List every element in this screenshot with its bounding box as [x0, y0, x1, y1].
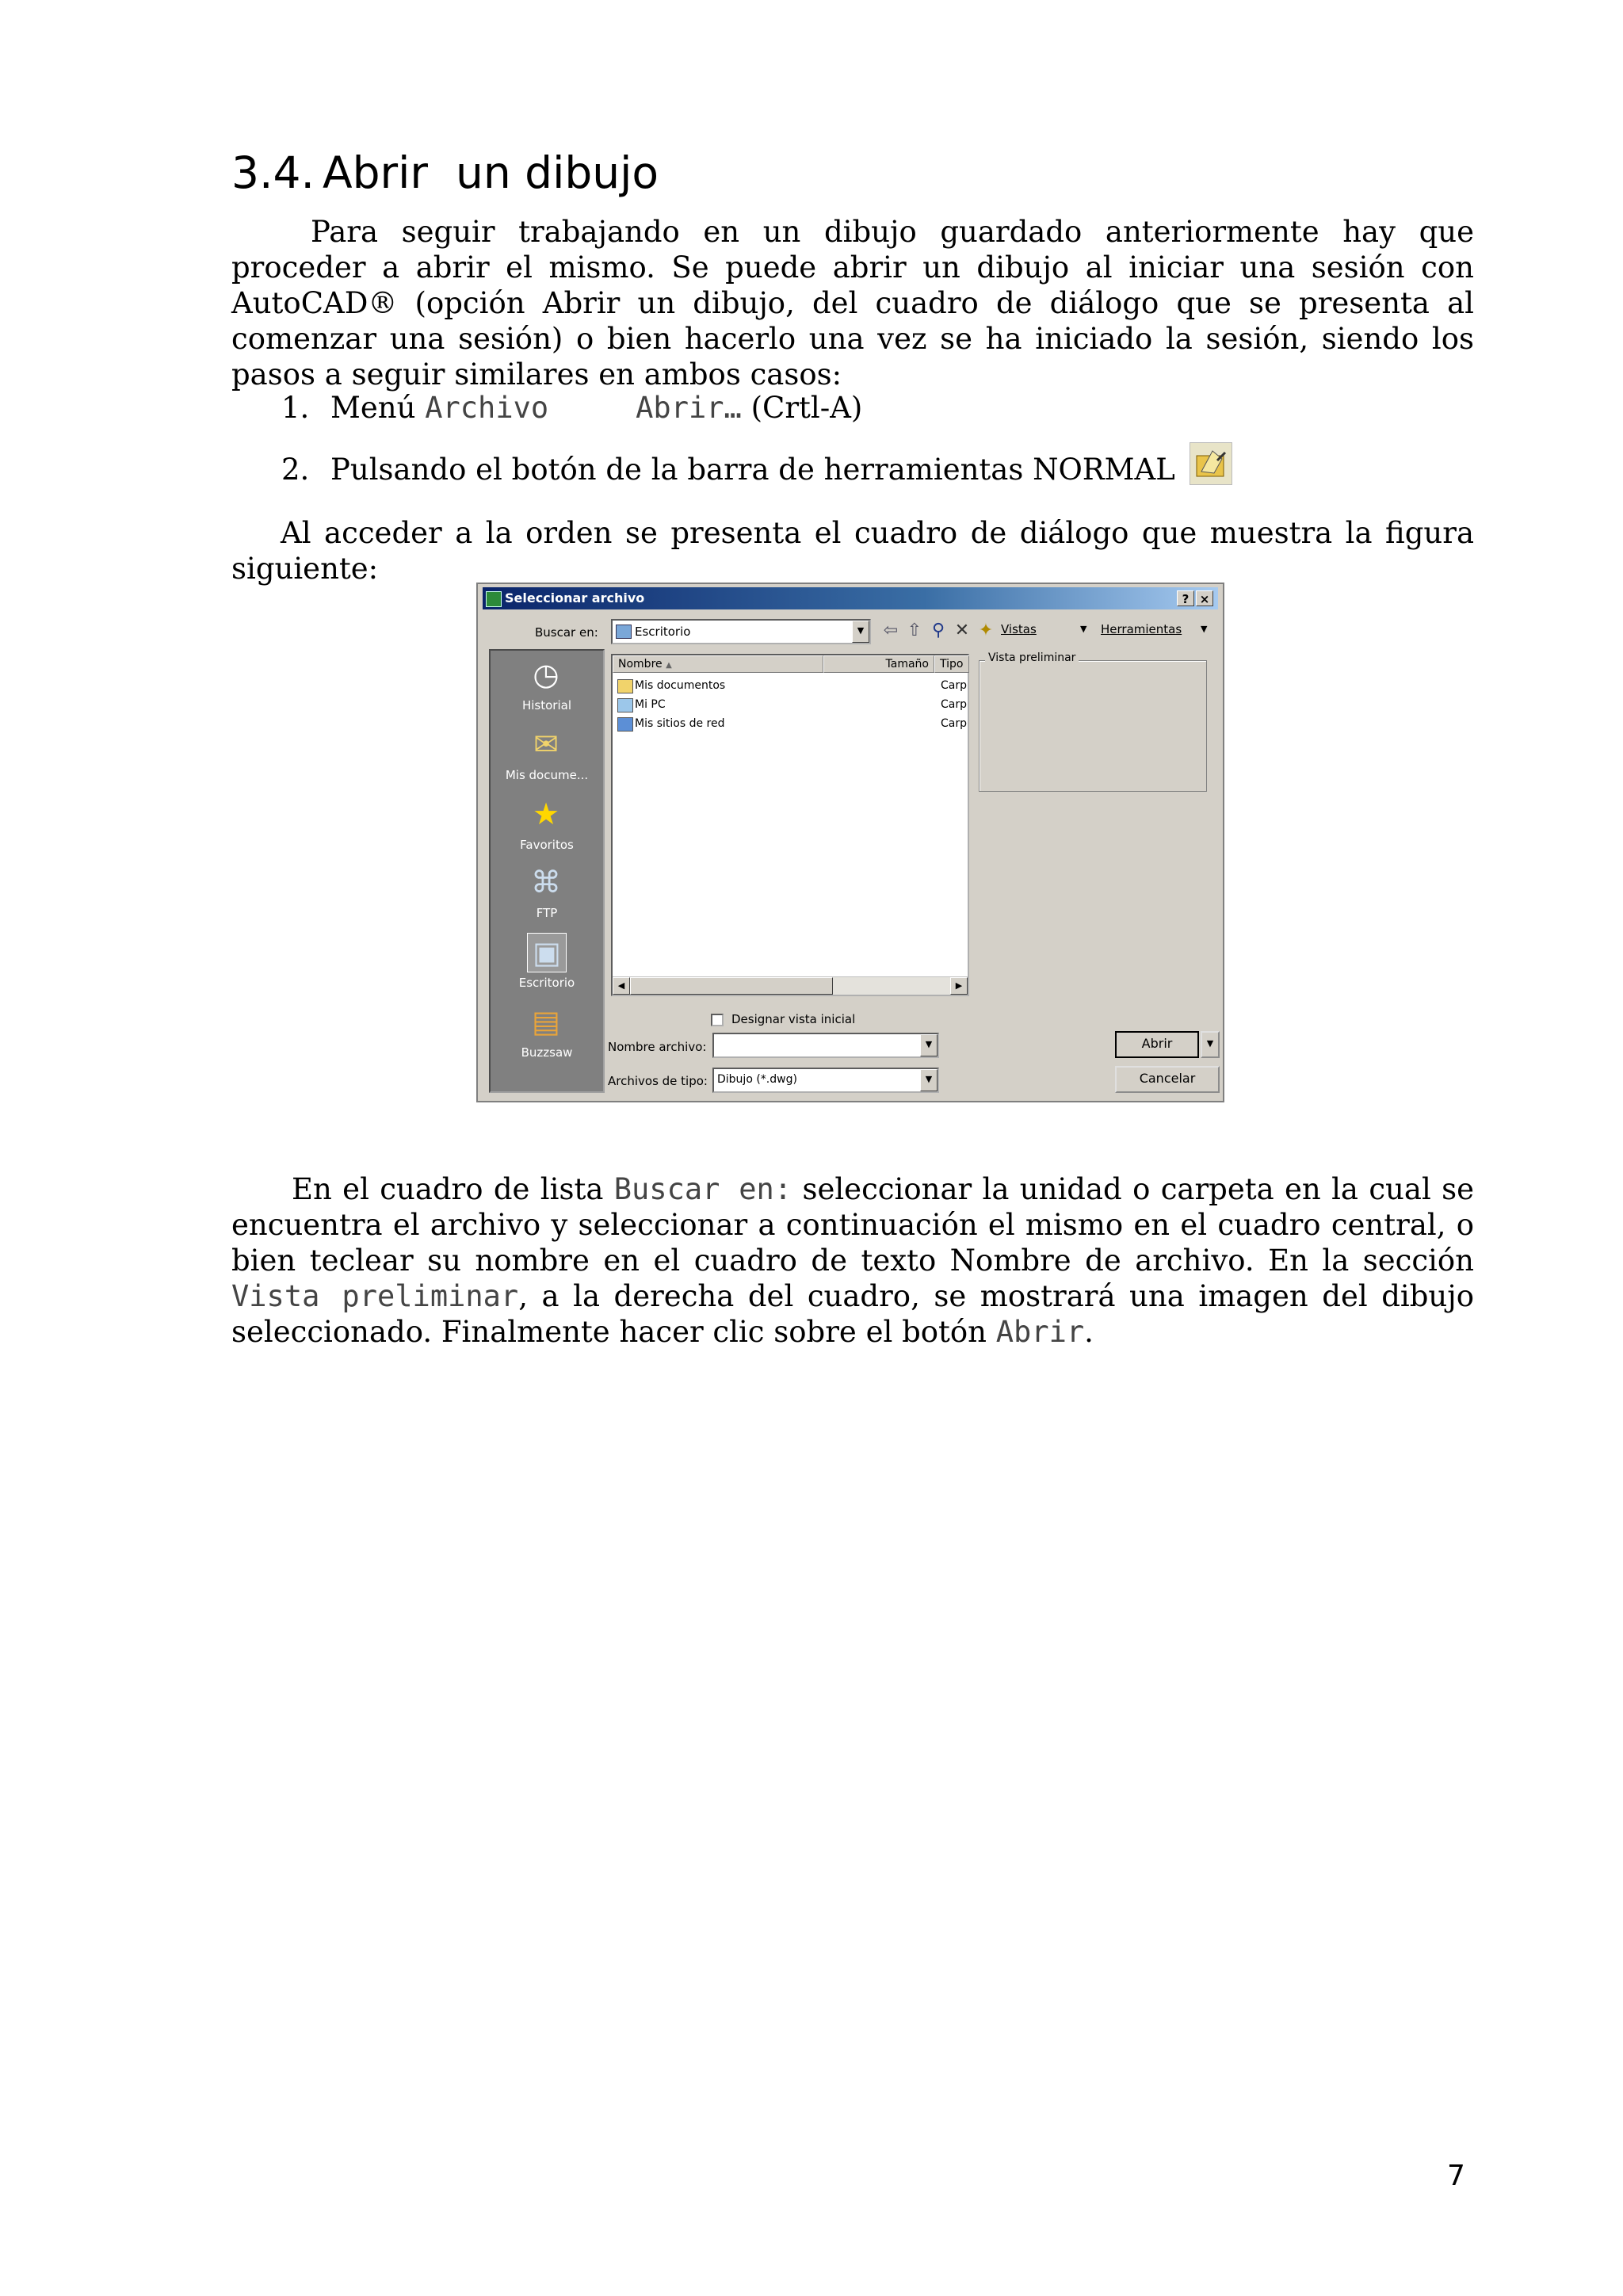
explanation-text: En el cuadro de lista [292, 1172, 604, 1206]
dialog-titlebar[interactable] [483, 587, 1218, 609]
page-number: 7 [1447, 2160, 1465, 2192]
scroll-thumb[interactable] [630, 977, 833, 995]
horizontal-scrollbar[interactable] [613, 976, 968, 995]
desktop-icon: ▣ [527, 933, 567, 972]
help-button[interactable]: ? [1177, 590, 1194, 606]
explanation-text: . [1084, 1315, 1094, 1349]
scroll-left-icon[interactable]: ◀ [613, 977, 630, 995]
explanation-text: seleccionar la unidad o carpeta en la cual se encuentra el archivo y seleccionar a continuación el mismo en el cuadro central, o bien teclear su nombre en el cuadro de texto Nombre de archivo. En la sección [231, 1172, 1475, 1278]
intro-text: Para seguir trabajando en un dibujo guardado anteriormente hay que proceder a abrir el mismo. Se puede abrir un dibujo al iniciar una sesión con AutoCAD® (opción Abrir un dibujo, del cuadro de diálogo que se presenta al comenzar una sesión) o bien hacerlo una vez se ha iniciado la sesión, siendo los pasos a seguir similares en ambos casos: [231, 215, 1474, 392]
place-label: Escritorio [518, 976, 575, 990]
list-number: 2. [281, 453, 310, 487]
dialog-title: Seleccionar archivo [505, 590, 645, 606]
section-title: Abrir un dibujo [322, 147, 659, 198]
place-historial[interactable] [491, 652, 603, 720]
list-item [281, 390, 862, 426]
column-header-size[interactable]: Tamaño [823, 655, 934, 673]
file-name: Mis sitios de red [635, 717, 725, 730]
tools-dropdown-icon[interactable]: ▼ [1201, 624, 1208, 634]
file-row[interactable] [614, 695, 966, 714]
file-row[interactable] [614, 714, 966, 733]
look-in-value: Escritorio [635, 625, 691, 639]
places-bar [489, 649, 605, 1093]
intro-paragraph [231, 214, 1474, 392]
up-folder-icon[interactable]: ⇧ [907, 621, 922, 640]
section-number: 3.4. [231, 147, 315, 198]
shortcut-text: (Crtl-A) [750, 391, 863, 425]
place-ftp[interactable] [491, 860, 603, 928]
file-name: Mis documentos [635, 679, 726, 692]
open-options-dropdown-icon[interactable]: ▼ [1201, 1031, 1220, 1058]
column-label: Nombre [618, 658, 663, 670]
filename-label: Nombre archivo: [608, 1040, 707, 1054]
dialog-intro-text: Al acceder a la orden se presenta el cuadro de diálogo que muestra la figura siguiente: [231, 516, 1474, 586]
code-buscar-en: Buscar en: [613, 1172, 792, 1206]
file-type: Carp [941, 717, 967, 730]
place-buzzsaw[interactable] [491, 999, 603, 1068]
explanation-text: , a la derecha del cuadro, se mostrará una imagen del dibujo seleccionado. Finalmente hacer clic sobre el botón [231, 1279, 1474, 1349]
place-favoritos[interactable] [491, 792, 603, 860]
network-icon [617, 717, 633, 732]
code-abrir: Abrir [995, 1315, 1085, 1349]
place-label: Favoritos [520, 838, 574, 852]
menu-archivo: Archivo [425, 391, 549, 425]
chevron-down-icon[interactable]: ▼ [920, 1069, 938, 1091]
filetype-value: Dibujo (*.dwg) [717, 1073, 797, 1086]
place-label: Buzzsaw [521, 1045, 573, 1060]
section-heading [231, 149, 659, 197]
desktop-icon [616, 625, 632, 639]
place-label: Mis docume... [505, 768, 589, 782]
cancel-button[interactable]: Cancelar [1115, 1066, 1220, 1093]
ftp-icon: ⌘ [531, 865, 561, 900]
search-icon[interactable]: ⚲ [931, 621, 945, 640]
open-folder-icon [1190, 442, 1232, 485]
list-text: Pulsando el botón de la barra de herramientas NORMAL [330, 453, 1175, 487]
list-number: 1. [281, 391, 310, 425]
history-icon: ◷ [533, 657, 559, 692]
open-button[interactable]: Abrir [1115, 1031, 1199, 1058]
sort-up-icon: ▲ [666, 661, 672, 670]
column-header-type[interactable]: Tipo [934, 655, 969, 673]
scroll-right-icon[interactable]: ▶ [950, 977, 968, 995]
filetype-select[interactable] [712, 1068, 939, 1093]
computer-icon [617, 698, 633, 712]
views-dropdown-icon[interactable]: ▼ [1080, 624, 1087, 634]
file-row[interactable] [614, 676, 966, 695]
filename-input[interactable] [712, 1033, 939, 1058]
dialog-intro-paragraph [231, 515, 1474, 586]
initial-view-checkbox[interactable] [711, 1014, 724, 1026]
folder-icon [617, 679, 633, 693]
place-escritorio[interactable] [491, 930, 603, 998]
explanation-paragraph [231, 1171, 1474, 1350]
place-mis-documentos[interactable] [491, 722, 603, 790]
list-text: Menú [330, 391, 416, 425]
views-menu[interactable]: Vistas [1001, 622, 1037, 636]
select-file-dialog [476, 583, 1224, 1102]
documents-folder-icon: ✉ [533, 727, 559, 762]
initial-view-label: Designar vista inicial [731, 1012, 856, 1026]
look-in-label: Buscar en: [535, 625, 598, 640]
tools-menu[interactable]: Herramientas [1101, 622, 1182, 636]
autocad-app-icon [486, 591, 502, 607]
menu-abrir: Abrir… [636, 391, 742, 425]
chevron-down-icon[interactable]: ▼ [852, 621, 869, 643]
back-icon[interactable]: ⇦ [883, 621, 899, 640]
list-item [281, 442, 1232, 487]
close-button[interactable]: × [1196, 590, 1213, 606]
place-label: FTP [536, 906, 558, 920]
delete-icon[interactable]: ✕ [954, 621, 970, 640]
chevron-down-icon[interactable]: ▼ [920, 1034, 938, 1056]
file-type: Carp [941, 679, 967, 692]
column-header-name[interactable] [613, 655, 823, 673]
buzzsaw-icon: ▤ [532, 1004, 560, 1039]
code-vista-preliminar: Vista preliminar [231, 1279, 519, 1313]
place-label: Historial [521, 698, 571, 712]
file-list[interactable] [611, 654, 969, 996]
preview-panel [979, 660, 1207, 792]
look-in-combo[interactable] [611, 619, 871, 644]
file-name: Mi PC [635, 698, 666, 711]
filetype-label: Archivos de tipo: [608, 1074, 708, 1088]
preview-label: Vista preliminar [985, 651, 1079, 664]
file-type: Carp [941, 698, 967, 711]
star-icon: ★ [532, 797, 560, 831]
new-folder-icon[interactable]: ✦ [978, 621, 994, 640]
